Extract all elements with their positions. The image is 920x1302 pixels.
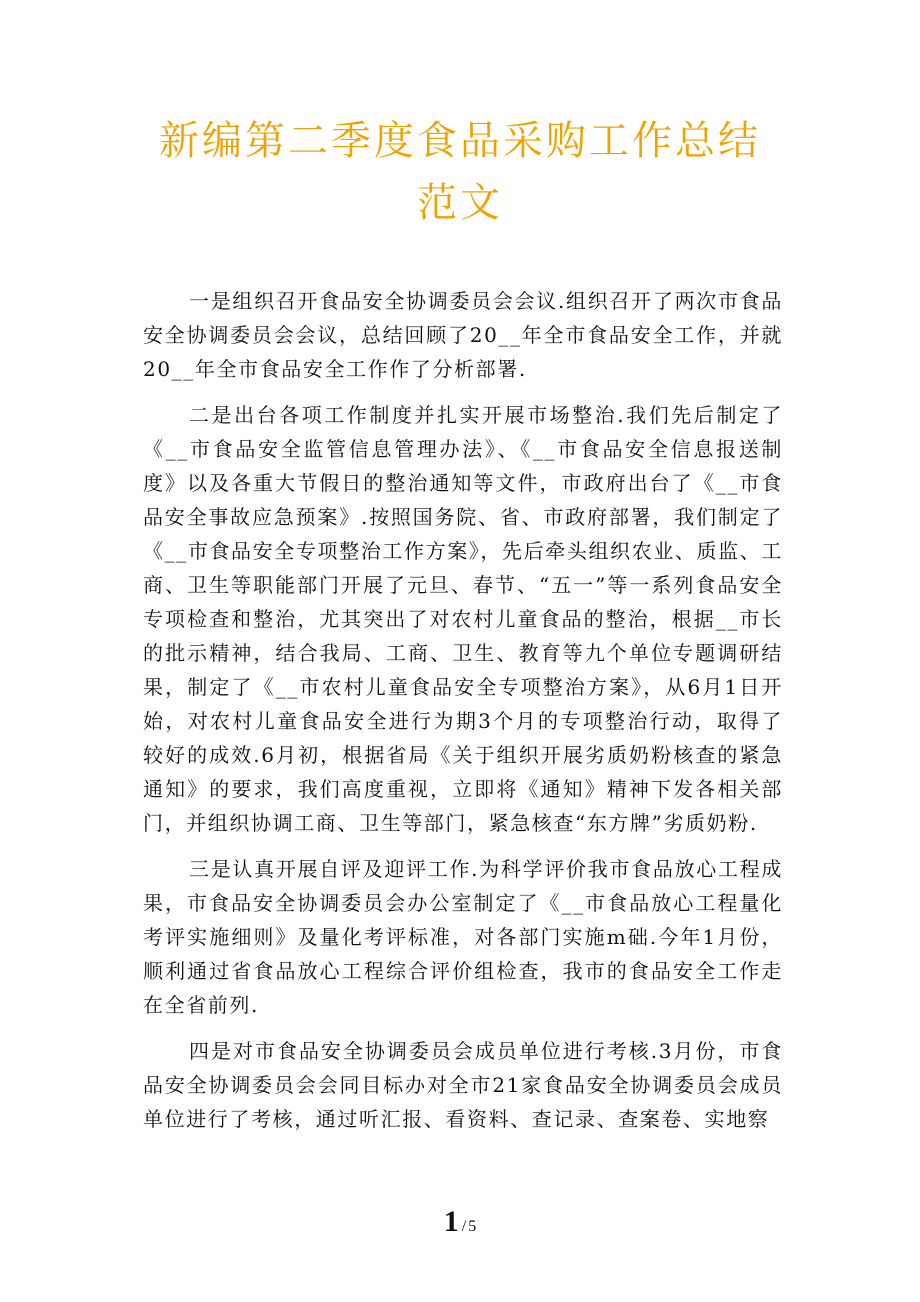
total-pages: 5 xyxy=(468,1218,477,1235)
paragraph-3: 三是认真开展自评及迎评工作.为科学评价我市食品放心工程成果，市食品安全协调委员会办公室制定了《__市食品放心工程量化考评实施细则》及量化考评标准，对各部门实施m础.今年1月份，顺利通过省食品放心工程综合评价组检查，我市的食品安全工作走在全省前列. xyxy=(143,857,783,1017)
current-page-number: 1 xyxy=(443,1205,459,1238)
paragraph-1: 一是组织召开食品安全协调委员会会议.组织召开了两次市食品安全协调委员会会议，总结回顾了20__年全市食品安全工作，并就20__年全市食品安全工作作了分析部署. xyxy=(143,289,783,381)
page-number xyxy=(0,1205,920,1239)
page-separator: / xyxy=(461,1218,467,1235)
paragraph-4: 四是对市食品安全协调委员会成员单位进行考核.3月份，市食品安全协调委员会会同目标办对全市21家食品安全协调委员会成员单位进行了考核，通过听汇报、看资料、查记录、查案卷、实地察 xyxy=(143,1039,783,1131)
paragraph-2: 二是出台各项工作制度并扎实开展市场整治.我们先后制定了《__市食品安全监管信息管理办法》、《__市食品安全信息报送制度》以及各重大节假日的整治通知等文件，市政府出台了《__市食品安全事故应急预案》.按照国务院、省、市政府部署，我们制定了《__市食品安全专项整治工作方案》，先后牵头组织农业、质监、工商、卫生等职能部门开展了元旦、春节、“五一”等一系列食品安全专项检查和整治，尤其突出了对农村儿童食品的整治，根据__市长的批示精神，结合我局、工商、卫生、教育等九个单位专题调研结果，制定了《__市农村儿童食品安全专项整治方案》，从6月1日开始，对农村儿童食品安全进行为期3个月的专项整治行动，取得了较好的成效.6月初，根据省局《关于组织开展劣质奶粉核查的紧急通知》的要求，我们高度重视，立即将《通知》精神下发各相关部门，并组织协调工商、卫生等部门，紧急核查“东方牌”劣质奶粉. xyxy=(143,403,783,835)
document-title: 新编第二季度食品采购工作总结范文 xyxy=(159,118,761,226)
document-body xyxy=(143,284,783,1148)
